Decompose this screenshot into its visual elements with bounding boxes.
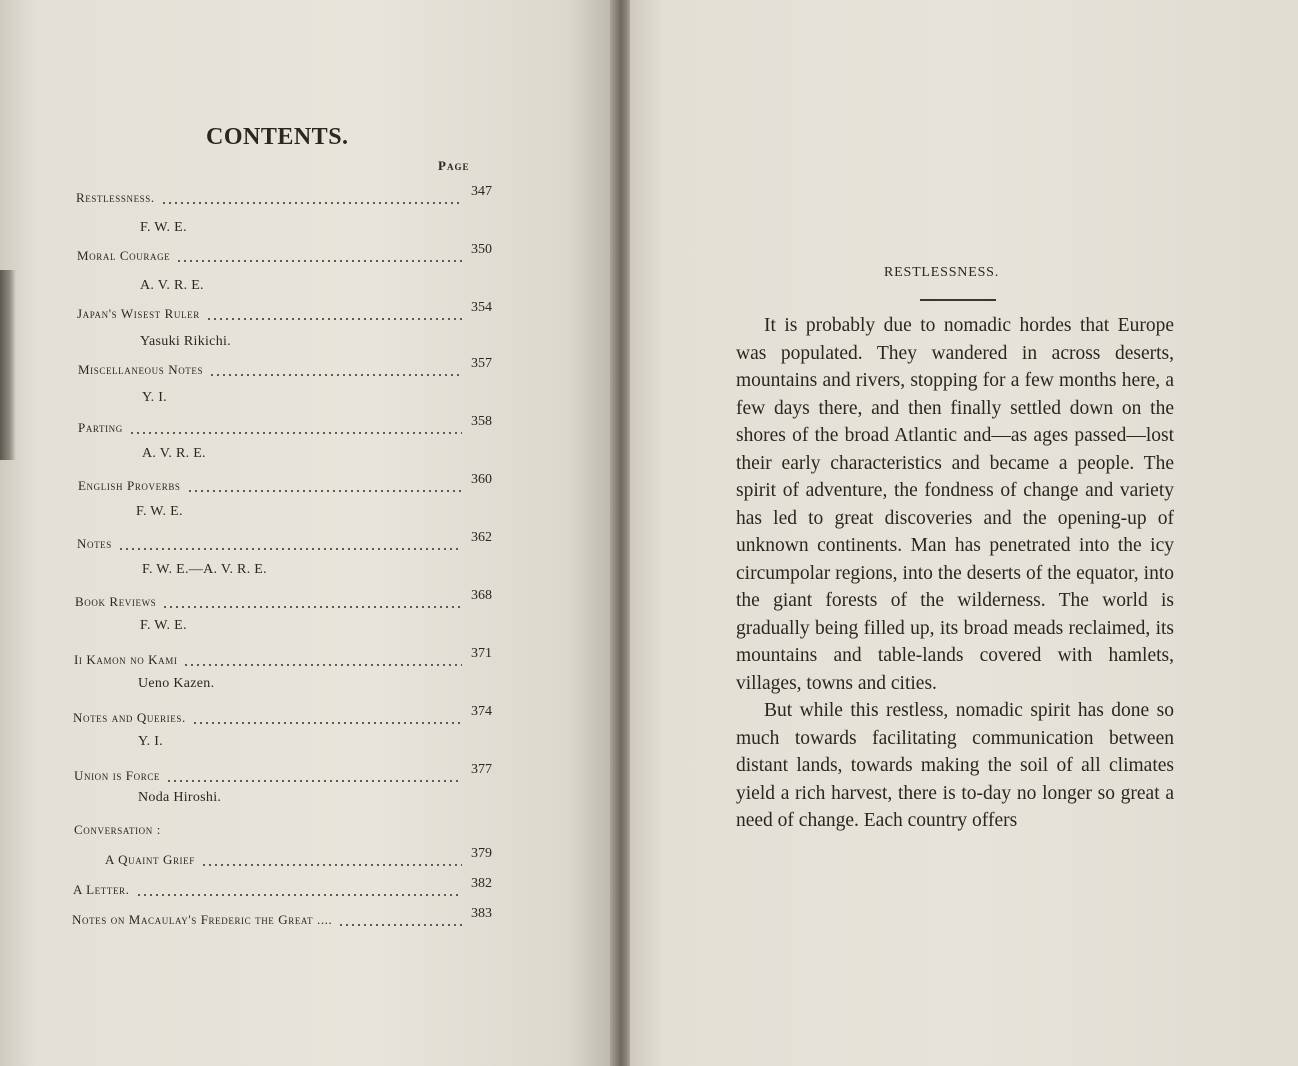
toc-entry [0,416,500,436]
toc-entry-author: Noda Hiroshi. [138,790,222,805]
toc-entry-page: 374 [471,704,492,719]
dot-leader [201,864,462,866]
toc-entry-author: Yasuki Rikichi. [140,334,231,349]
toc-entry-title: Ii Kamon no Kami [74,652,178,667]
toc-entry-author: Y. I. [142,390,167,405]
toc-entry-page: 362 [471,530,492,545]
toc-entry [0,186,500,206]
toc-entry [0,878,500,898]
toc-entry [0,818,500,838]
toc-entry-page: 382 [471,876,492,891]
toc-entry-title: A Letter. [73,882,130,897]
toc-entry-title: Notes and Queries. [73,710,186,725]
article-title: RESTLESSNESS. [884,265,1000,280]
toc-entry-title: Union is Force [74,768,161,783]
toc-entry [0,532,500,552]
toc-entry-title: A Quaint Grief [105,852,195,867]
dot-leader [192,722,462,724]
toc-entry-author: F. W. E. [140,220,187,235]
dot-leader [206,318,462,320]
toc-entry [0,764,500,784]
left-page [0,0,618,1066]
toc-entry [0,848,500,868]
toc-entry-page: 379 [471,846,492,861]
toc-entry [0,358,500,378]
toc-entry-title: Restlessness. [76,190,155,205]
toc-entry [0,706,500,726]
dot-leader [209,374,462,376]
toc-entry-author: F. W. E. [136,504,183,519]
toc-entry-title: Book Reviews [75,594,157,609]
toc-entry [0,474,500,494]
toc-entry-page: 350 [471,242,492,257]
toc-entry [0,244,500,264]
toc-entry-page: 383 [471,906,492,921]
toc-entry-page: 371 [471,646,492,661]
dot-leader [166,780,462,782]
toc-entry-title: Parting [78,420,123,435]
dot-leader [183,664,462,666]
toc-entry-page: 357 [471,356,492,371]
toc-entry-author: A. V. R. E. [142,446,206,461]
toc-entry-author: F. W. E.—A. V. R. E. [142,562,267,577]
title-rule [920,299,996,301]
dot-leader [162,606,462,608]
dot-leader [118,548,462,550]
toc-entry-author: Y. I. [138,734,163,749]
article-paragraph: But while this restless, nomadic spirit has done so much towards facilitating communication between distant lands, towards making the soil of all climates yield a rich harvest, there is to-day no longer so great a need of change. Each country offers [736,700,1174,831]
toc-entry-title: Miscellaneous Notes [78,362,204,377]
dot-leader [161,202,462,204]
toc-entry-title: Japan's Wisest Ruler [77,306,200,321]
dot-leader [136,894,462,896]
toc-entry-title: Notes [77,536,112,551]
page-column-label: Page [438,158,470,173]
toc-entry-page: 360 [471,472,492,487]
toc-entry-author: A. V. R. E. [140,278,204,293]
toc-entry-page: 368 [471,588,492,603]
toc-entry-page: 377 [471,762,492,777]
toc-entry-author: Ueno Kazen. [138,676,215,691]
toc-entry-title: Moral Courage [77,248,171,263]
dot-leader [338,924,462,926]
toc-entry [0,648,500,668]
dot-leader [176,260,462,262]
dot-leader [187,490,462,492]
toc-entry-title: Conversation : [74,822,161,837]
toc-entry-title: English Proverbs [78,478,181,493]
toc-entry-page: 354 [471,300,492,315]
toc-entry-author: F. W. E. [140,618,187,633]
toc-entry [0,908,500,928]
toc-entry-title: Notes on Macaulay's Frederic the Great .... [72,912,333,927]
contents-heading: CONTENTS. [206,124,349,150]
article-body [736,312,1174,835]
toc-entry [0,302,500,322]
toc-entry-page: 347 [471,184,492,199]
dot-leader [129,432,462,434]
article-paragraph: It is probably due to nomadic hordes that Europe was populated. They wandered in across deserts, mountains and rivers, stopping for a few months here, a few days there, and then finally settled down on the shores of the broad Atlantic and—as ages passed—lost their early characteristics and became a people. The spirit of adventure, the fondness of change and variety has led to great discoveries and the opening-up of unknown continents. Man has penetrated into the icy circumpolar regions, into the deserts of the equator, into the giant forests of the wilderness. The world is gradually being filled up, its broad meads reclaimed, its mountains and table-lands covered with hamlets, villages, towns and cities. [736,315,1174,694]
toc-entry-page: 358 [471,414,492,429]
toc-entry [0,590,500,610]
